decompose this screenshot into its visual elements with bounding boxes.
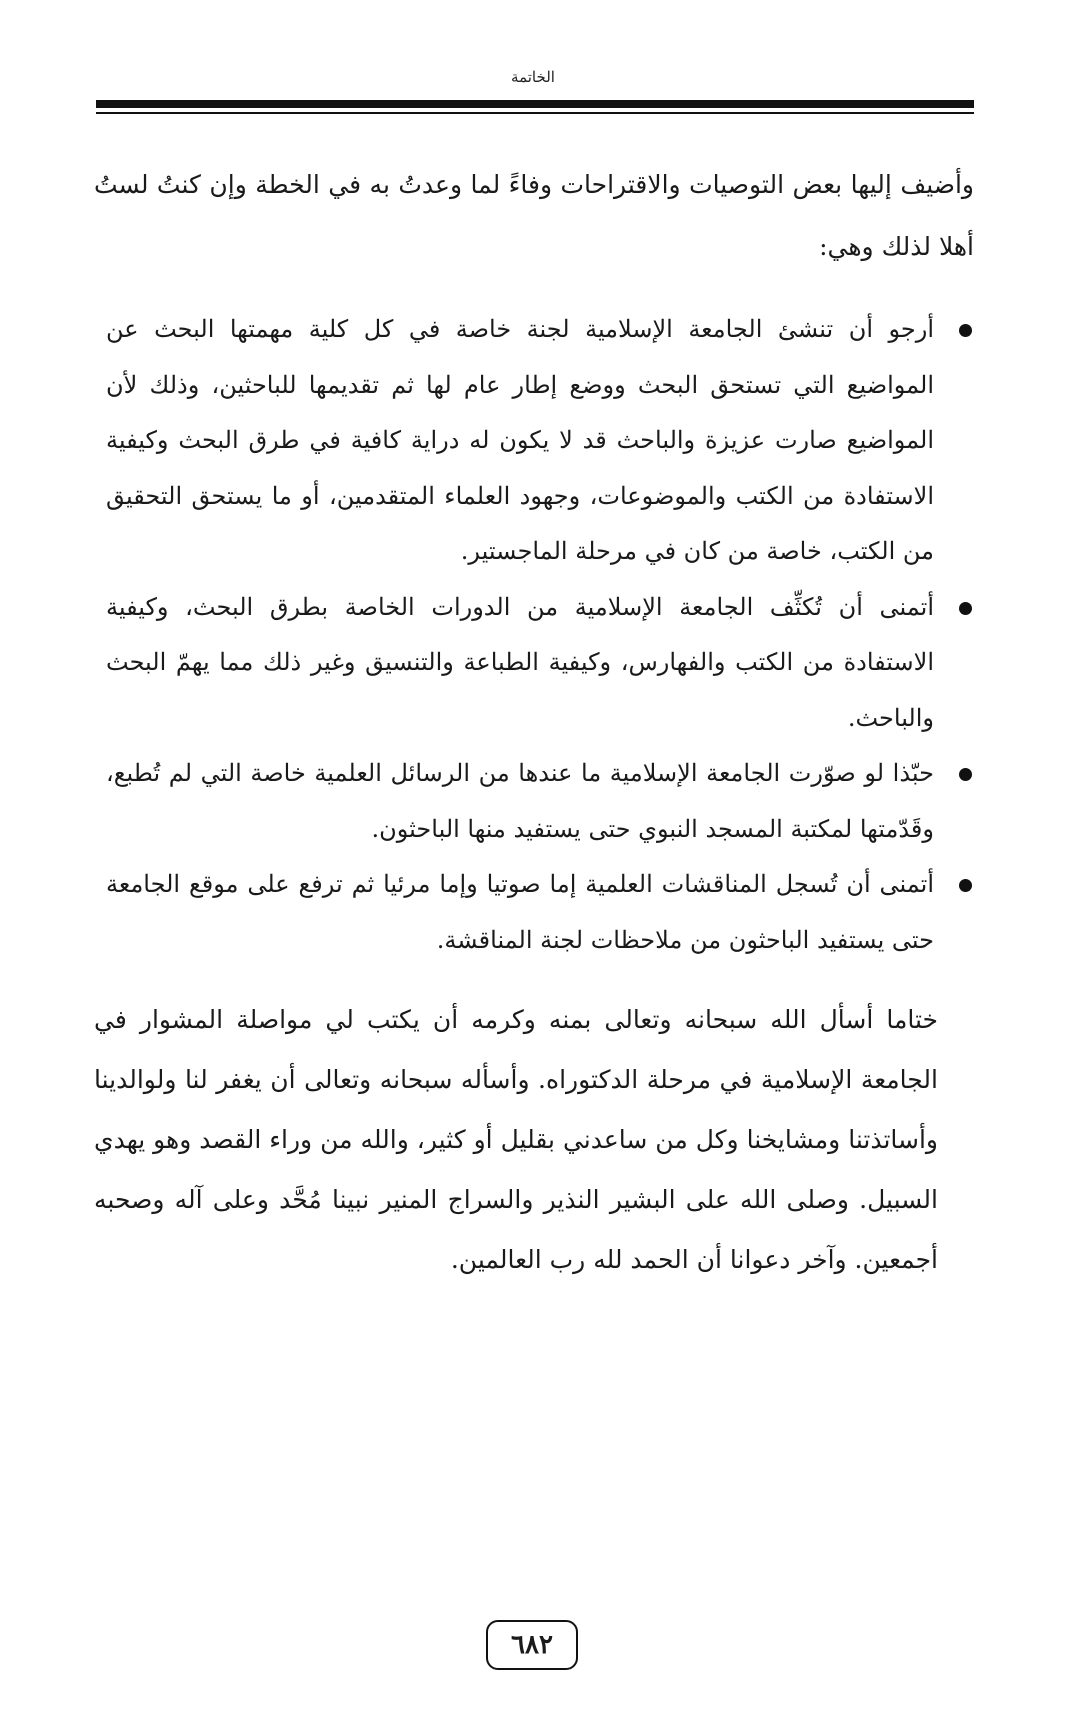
recommendations-list xyxy=(106,302,974,968)
intro-paragraph: وأضيف إليها بعض التوصيات والاقتراحات وفاءً لما وعدتُ به في الخطة وإن كنتُ لستُ أهلا لذلك وهي: xyxy=(94,170,974,261)
list-item-text: أتمنى أن تُكثِّف الجامعة الإسلامية من الدورات الخاصة بطرق البحث، وكيفية الاستفادة من الكتب والفهارس، وكيفية الطباعة والتنسيق وغير ذلك مما يهمّ البحث والباحث. xyxy=(106,592,934,732)
page-number: ٦٨٢ xyxy=(486,1620,578,1670)
bullet-icon xyxy=(959,768,972,781)
list-item xyxy=(106,302,974,580)
header-rule-thick xyxy=(96,100,974,108)
bullet-icon xyxy=(959,602,972,615)
running-header: الخاتمة xyxy=(511,68,555,86)
list-item-text: أرجو أن تنشئ الجامعة الإسلامية لجنة خاصة في كل كلية مهمتها البحث عن المواضيع التي تستحق البحث ووضع إطار عام لها ثم تقديمها للباحثين، وذلك لأن المواضيع صارت عزيزة والباحث قد لا يكون له دراية كافية في طرق البحث وكيفية الاستفادة من الكتب والموضوعات، وجهود العلماء المتقدمين، أو ما يستحق التحقيق من الكتب، خاصة من كان في مرحلة الماجستير. xyxy=(106,315,935,565)
list-item xyxy=(106,746,974,857)
list-item xyxy=(106,857,974,968)
list-item-text: أتمنى أن تُسجل المناقشات العلمية إما صوتيا وإما مرئيا ثم ترفع على موقع الجامعة حتى يستفيد الباحثون من ملاحظات لجنة المناقشة. xyxy=(106,870,934,954)
list-item-text: حبّذا لو صوّرت الجامعة الإسلامية ما عندها من الرسائل العلمية خاصة التي لم تُطبع، وقَدّمتها لمكتبة المسجد النبوي حتى يستفيد منها الباحثون. xyxy=(106,759,934,843)
bullet-icon xyxy=(959,324,972,337)
list-item xyxy=(106,580,974,747)
closing-paragraph: ختاما أسأل الله سبحانه وتعالى بمنه وكرمه أن يكتب لي مواصلة المشوار في الجامعة الإسلامية في مرحلة الدكتوراه. وأسأله سبحانه وتعالى أن يغفر لنا ولوالدينا وأساتذتنا ومشايخنا وكل من ساعدني بقليل أو كثير، والله من وراء القصد وهو يهدي السبيل. وصلى الله على البشير النذير والسراج المنير نبينا مُحَّد وعلى آله وصحبه أجمعين. وآخر دعوانا أن الحمد لله رب العالمين. xyxy=(94,1005,938,1274)
header-rule-thin xyxy=(96,112,974,114)
bullet-icon xyxy=(959,879,972,892)
